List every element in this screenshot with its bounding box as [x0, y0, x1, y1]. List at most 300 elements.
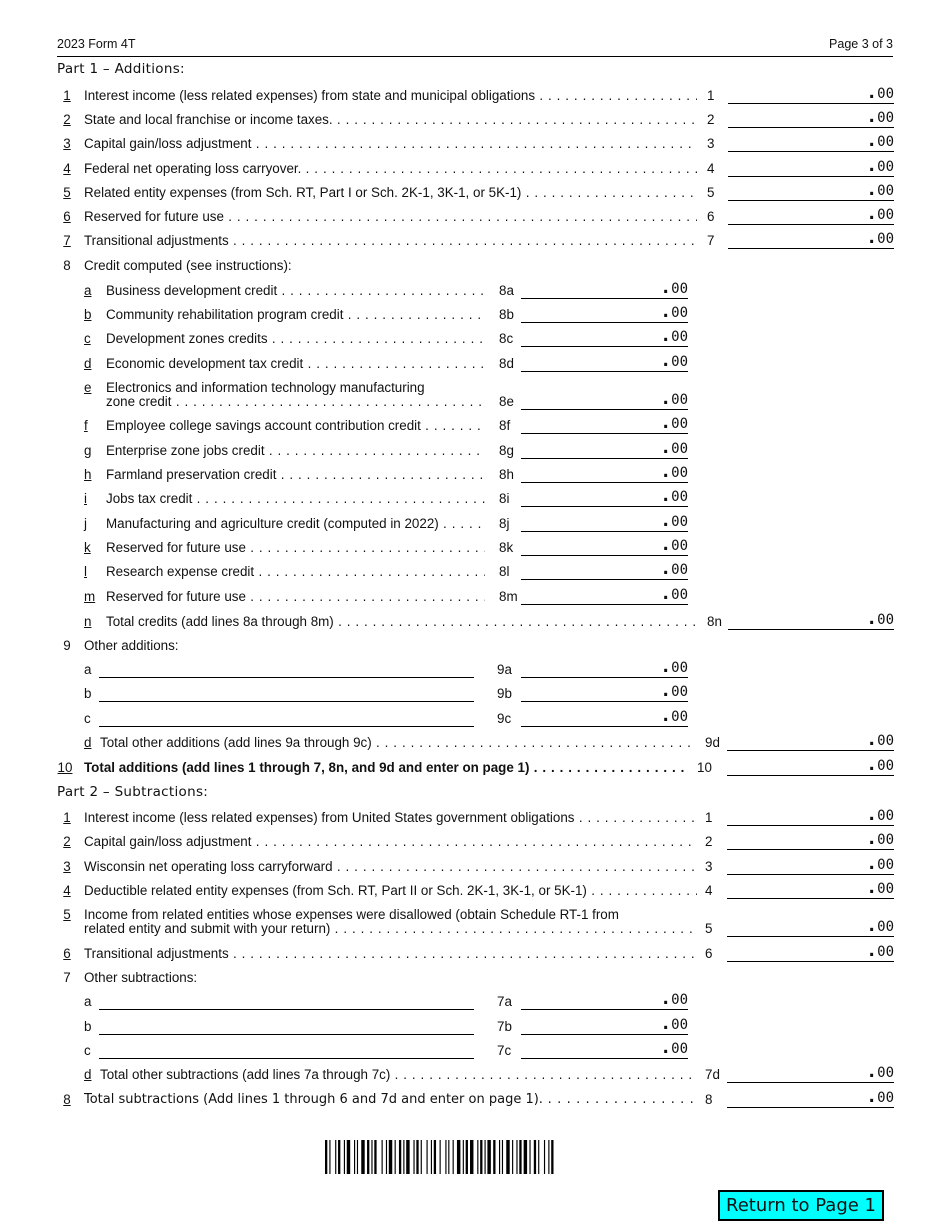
- line-number: 1: [63, 88, 71, 103]
- other-line: [0, 988, 950, 1014]
- line-ref: 7c: [497, 1043, 512, 1058]
- line-ref: 2: [705, 834, 713, 849]
- barcode-bar: [463, 1140, 464, 1174]
- line-number: 1: [63, 810, 71, 825]
- credit-amount-field[interactable]: [521, 485, 688, 507]
- line-number: 8: [63, 1092, 71, 1107]
- write-in-line[interactable]: [99, 726, 474, 727]
- part-1-title: Part 1 – Additions:: [57, 61, 185, 77]
- credit-amount-field[interactable]: [521, 437, 688, 459]
- line-ref: 6: [705, 946, 713, 961]
- line-ref: 8j: [499, 516, 510, 531]
- barcode-bar: [538, 1140, 539, 1174]
- line-description: Total subtractions (Add lines 1 through 6 and 7d and enter on page 1). . . .: [84, 1092, 697, 1107]
- line-ref: 8c: [499, 331, 514, 346]
- line-description: Capital gain/loss adjustment . . .: [84, 136, 697, 151]
- line-description: Enterprise zone jobs credit . . .: [106, 443, 485, 458]
- field-value: .00: [866, 106, 894, 127]
- write-in-line[interactable]: [99, 701, 474, 702]
- field-value: .00: [866, 804, 894, 825]
- credit-amount-field[interactable]: [521, 510, 688, 532]
- line-ref: 3: [705, 859, 713, 874]
- line-number: 6: [63, 946, 71, 961]
- sub-letter: m: [84, 589, 96, 604]
- field-value: .00: [660, 1013, 688, 1034]
- amount-field[interactable]: [727, 1061, 894, 1083]
- line-description-box: [106, 564, 485, 582]
- part-2-title: Part 2 – Subtractions:: [57, 784, 209, 800]
- line-description: Total other additions (add lines 9a through 9c) . . .: [100, 735, 697, 750]
- line-description: Transitional adjustments . . .: [84, 946, 697, 961]
- line-number: 5: [63, 185, 71, 200]
- barcode-bar: [354, 1140, 355, 1174]
- line-description-box: [106, 283, 485, 301]
- line-ref: 8b: [499, 307, 514, 322]
- barcode-bar: [386, 1140, 387, 1174]
- credit-line: [0, 301, 950, 327]
- barcode-bar: [329, 1140, 330, 1174]
- amount-field[interactable]: [728, 203, 894, 225]
- field-value: .00: [660, 437, 688, 458]
- line-description: Interest income (less related expenses) from United States government obligations . . .: [84, 810, 697, 825]
- barcode-bar: [480, 1140, 482, 1174]
- sub-letter: i: [84, 491, 87, 506]
- sub-letter: k: [84, 540, 91, 555]
- sub-letter: j: [84, 516, 87, 531]
- field-value: .00: [866, 754, 894, 775]
- line-description: Federal net operating loss carryover. . . .: [84, 161, 697, 176]
- field-value: .00: [866, 1086, 894, 1107]
- line-description-box: [84, 810, 697, 828]
- line-ref: 9d: [705, 735, 720, 750]
- part2-line: [0, 828, 950, 854]
- field-value: .00: [660, 301, 688, 322]
- line-description: Wisconsin net operating loss carryforward . . .: [84, 859, 697, 874]
- line-description-box: [84, 185, 697, 203]
- other-amount-field[interactable]: [521, 988, 688, 1010]
- credit-line: [0, 510, 950, 536]
- credit-line: [0, 583, 950, 609]
- line-number: 8: [63, 258, 71, 273]
- field-value: .00: [866, 130, 894, 151]
- line-description-box: [100, 1067, 697, 1085]
- line-description: Economic development tax credit . . .: [106, 356, 485, 371]
- barcode-bar: [413, 1140, 414, 1174]
- line-description: Manufacturing and agriculture credit (computed in 2022) . . .: [106, 516, 485, 531]
- barcode-bar: [448, 1140, 449, 1174]
- line-description-box: [84, 883, 697, 901]
- line-description: Transitional adjustments . . .: [84, 233, 697, 248]
- line-description: Total additions (add lines 1 through 7, 8n, and 9d and enter on page 1) . . .: [84, 760, 688, 775]
- credit-line: [0, 461, 950, 487]
- barcode-bar: [395, 1140, 396, 1174]
- field-value: .00: [866, 729, 894, 750]
- line-description-box: [106, 418, 485, 436]
- barcode-bar: [551, 1140, 553, 1174]
- barcode-bar: [519, 1140, 521, 1174]
- field-value: .00: [866, 940, 894, 961]
- line-ref: 8i: [499, 491, 510, 506]
- barcode-bar: [325, 1140, 327, 1174]
- sub-letter: b: [84, 686, 92, 701]
- barcode-bar: [374, 1140, 376, 1174]
- line-ref: 1: [707, 88, 715, 103]
- credit-amount-field[interactable]: [521, 325, 688, 347]
- amount-field[interactable]: [727, 754, 894, 776]
- field-value: .00: [660, 461, 688, 482]
- barcode-bar: [466, 1140, 468, 1174]
- amount-field[interactable]: [727, 804, 894, 826]
- line-ref: 8a: [499, 283, 514, 298]
- credit-amount-field[interactable]: [521, 461, 688, 483]
- field-value: .00: [660, 705, 688, 726]
- field-value: .00: [660, 388, 688, 409]
- other-line: [0, 1037, 950, 1063]
- part2-line-7-header: [0, 970, 950, 990]
- barcode-bar: [512, 1140, 513, 1174]
- line-ref: 3: [707, 136, 715, 151]
- line-description-box: [106, 331, 485, 349]
- other-line: [0, 1013, 950, 1039]
- line-ref: 5: [705, 921, 713, 936]
- line-ref: 4: [707, 161, 715, 176]
- line-description-first: Electronics and information technology manufacturing: [106, 380, 425, 395]
- field-value: .00: [866, 179, 894, 200]
- barcode-bar: [487, 1140, 490, 1174]
- line-ref: 7: [707, 233, 715, 248]
- amount-field[interactable]: [727, 853, 894, 875]
- credit-line: [0, 485, 950, 511]
- line-ref: 2: [707, 112, 715, 127]
- part2-line: [0, 940, 950, 966]
- line-ref: 8d: [499, 356, 514, 371]
- line-description-box: [84, 112, 697, 130]
- line-description-box: [106, 443, 485, 461]
- return-to-page-1-button[interactable]: Return to Page 1: [718, 1190, 884, 1221]
- amount-field[interactable]: [727, 828, 894, 850]
- barcode-bar: [338, 1140, 340, 1174]
- amount-field[interactable]: [727, 940, 894, 962]
- barcode-bar: [371, 1140, 372, 1174]
- barcode-bar: [440, 1140, 441, 1174]
- field-value: .00: [660, 680, 688, 701]
- barcode-bar: [403, 1140, 404, 1174]
- line-description-box: [84, 209, 697, 227]
- line-description: Community rehabilitation program credit . . .: [106, 307, 485, 322]
- line-description-box: [84, 161, 697, 179]
- sub-letter: d: [84, 1067, 92, 1082]
- line-description: Reserved for future use . . .: [106, 540, 485, 555]
- line-ref: 9b: [497, 686, 512, 701]
- barcode-bar: [502, 1140, 503, 1174]
- barcode-bar: [416, 1140, 418, 1174]
- barcode-bar: [361, 1140, 364, 1174]
- part1-line: [0, 130, 950, 156]
- part2-line: [0, 907, 950, 941]
- part1-line: [0, 155, 950, 181]
- amount-field[interactable]: [728, 82, 894, 104]
- barcode-bar: [389, 1140, 392, 1174]
- line-title: Other subtractions:: [84, 970, 198, 985]
- field-value: .00: [866, 915, 894, 936]
- credit-amount-field[interactable]: [521, 301, 688, 323]
- part2-line: [0, 877, 950, 903]
- line-description: Total credits (add lines 8a through 8m) . . .: [106, 614, 697, 629]
- credit-line: [0, 558, 950, 584]
- sub-letter: c: [84, 331, 91, 346]
- total-subtractions-line: [0, 1086, 950, 1112]
- form-title: 2023 Form 4T: [57, 37, 136, 51]
- credit-amount-field[interactable]: [521, 388, 688, 410]
- amount-field[interactable]: [727, 877, 894, 899]
- field-value: .00: [660, 583, 688, 604]
- write-in-line[interactable]: [99, 677, 474, 678]
- credit-amount-field[interactable]: [521, 350, 688, 372]
- sub-letter: d: [84, 735, 92, 750]
- barcode: [325, 1140, 625, 1174]
- amount-field[interactable]: [728, 608, 894, 630]
- part1-line: [0, 203, 950, 229]
- line-description: Employee college savings account contribution credit . . .: [106, 418, 485, 433]
- sub-letter: a: [84, 662, 92, 677]
- credit-line: [0, 325, 950, 351]
- barcode-bar: [382, 1140, 383, 1174]
- line-ref: 1: [705, 810, 713, 825]
- line-description: Reserved for future use . . .: [106, 589, 485, 604]
- line-description-box: [84, 859, 697, 877]
- other-total-line: [0, 1061, 950, 1087]
- field-value: .00: [660, 558, 688, 579]
- credit-amount-field[interactable]: [521, 277, 688, 299]
- line-description: Development zones credits . . .: [106, 331, 485, 346]
- barcode-bar: [431, 1140, 432, 1174]
- line-description-box: [84, 136, 697, 154]
- line-ref: 8n: [707, 614, 722, 629]
- field-value: .00: [660, 412, 688, 433]
- line-ref: 10: [697, 760, 712, 775]
- line-ref: 8f: [499, 418, 511, 433]
- field-value: .00: [660, 1037, 688, 1058]
- sub-letter: e: [84, 380, 92, 395]
- line-number: 3: [63, 136, 71, 151]
- line-ref: 8k: [499, 540, 514, 555]
- line-number: 2: [63, 834, 71, 849]
- other-amount-field[interactable]: [521, 705, 688, 727]
- line-number: 10: [57, 760, 73, 775]
- amount-field[interactable]: [728, 106, 894, 128]
- line-ref: 8: [705, 1092, 713, 1107]
- credit-line: [0, 412, 950, 438]
- line-description-box: [100, 735, 697, 753]
- line-ref: 8g: [499, 443, 514, 458]
- barcode-bar: [529, 1140, 530, 1174]
- other-line: [0, 656, 950, 682]
- field-value: .00: [866, 155, 894, 176]
- field-value: .00: [660, 988, 688, 1009]
- sub-letter: d: [84, 356, 92, 371]
- amount-field[interactable]: [728, 227, 894, 249]
- line-description: State and local franchise or income taxes. . . .: [84, 112, 697, 127]
- barcode-bar: [344, 1140, 345, 1174]
- barcode-bar: [485, 1140, 486, 1174]
- write-in-line[interactable]: [99, 1009, 474, 1010]
- line-description-box: [84, 946, 697, 964]
- field-value: .00: [866, 853, 894, 874]
- line-ref: 5: [707, 185, 715, 200]
- other-amount-field[interactable]: [521, 1037, 688, 1059]
- credit-amount-field[interactable]: [521, 583, 688, 605]
- barcode-bar: [445, 1140, 446, 1174]
- sub-letter: c: [84, 711, 91, 726]
- sub-letter: n: [84, 614, 92, 629]
- part2-line: [0, 853, 950, 879]
- other-amount-field[interactable]: [521, 680, 688, 702]
- field-value: .00: [660, 350, 688, 371]
- field-value: .00: [866, 227, 894, 248]
- credit-line: [0, 437, 950, 463]
- barcode-bar: [506, 1140, 509, 1174]
- barcode-bar: [470, 1140, 473, 1174]
- line-description-box: [106, 394, 485, 412]
- barcode-bar: [427, 1140, 428, 1174]
- field-value: .00: [866, 877, 894, 898]
- credit-amount-field[interactable]: [521, 558, 688, 580]
- line-description: Jobs tax credit . . .: [106, 491, 485, 506]
- line-description-box: [106, 614, 697, 632]
- line-description-box: [84, 88, 697, 106]
- barcode-bar: [516, 1140, 517, 1174]
- line-description-box: [106, 516, 485, 534]
- line-ref: 8l: [499, 564, 510, 579]
- other-line: [0, 680, 950, 706]
- line-description-box: [106, 467, 485, 485]
- line-ref: 6: [707, 209, 715, 224]
- line-number: 9: [63, 638, 71, 653]
- amount-field[interactable]: [728, 130, 894, 152]
- line-description: Deductible related entity expenses (from Sch. RT, Part II or Sch. 2K-1, 3K-1, or 5K-1) . . .: [84, 883, 697, 898]
- line-description: Business development credit . . .: [106, 283, 485, 298]
- credit-line: [0, 350, 950, 376]
- line-description-box: [84, 760, 688, 778]
- line-description-box: [84, 921, 697, 939]
- line-description: Related entity expenses (from Sch. RT, Part I or Sch. 2K-1, 3K-1, or 5K-1) . . .: [84, 185, 697, 200]
- barcode-bar: [457, 1140, 460, 1174]
- sub-letter: b: [84, 307, 92, 322]
- credit-line: [0, 277, 950, 303]
- sub-letter: l: [84, 564, 87, 579]
- barcode-bar: [347, 1140, 350, 1174]
- barcode-bar: [534, 1140, 536, 1174]
- line-description-box: [106, 307, 485, 325]
- credit-amount-field[interactable]: [521, 412, 688, 434]
- line-description: Research expense credit . . .: [106, 564, 485, 579]
- line-description: Farmland preservation credit . . .: [106, 467, 485, 482]
- line-ref: 7a: [497, 994, 512, 1009]
- part1-line: [0, 179, 950, 205]
- line-description: related entity and submit with your return) . . .: [84, 921, 697, 936]
- part1-line: [0, 82, 950, 108]
- line-number: 2: [63, 112, 71, 127]
- line-description-box: [106, 491, 485, 509]
- sub-letter: c: [84, 1043, 91, 1058]
- field-value: .00: [660, 277, 688, 298]
- field-value: .00: [660, 656, 688, 677]
- page-header: [57, 36, 893, 57]
- barcode-bar: [399, 1140, 401, 1174]
- line-number: 7: [63, 970, 71, 985]
- line-ref: 8h: [499, 467, 514, 482]
- line-ref: 8e: [499, 394, 514, 409]
- line-title: Credit computed (see instructions):: [84, 258, 292, 273]
- line-ref: 9c: [497, 711, 512, 726]
- line-ref: 7d: [705, 1067, 720, 1082]
- field-value: .00: [866, 203, 894, 224]
- write-in-line[interactable]: [99, 1034, 474, 1035]
- barcode-bar: [453, 1140, 454, 1174]
- barcode-bar: [406, 1140, 409, 1174]
- write-in-line[interactable]: [99, 1058, 474, 1059]
- part1-line: [0, 227, 950, 253]
- amount-field[interactable]: [727, 1086, 894, 1108]
- line-description: Total other subtractions (add lines 7a through 7c) . . .: [100, 1067, 697, 1082]
- sub-letter: b: [84, 1019, 92, 1034]
- line-number: 5: [63, 907, 71, 922]
- sub-letter: h: [84, 467, 92, 482]
- line-ref: 9a: [497, 662, 512, 677]
- line-number: 3: [63, 859, 71, 874]
- field-value: .00: [866, 828, 894, 849]
- line-description-box: [106, 356, 485, 374]
- line-description-box: [84, 1092, 697, 1110]
- part1-line-8-header: [0, 258, 950, 278]
- credit-line: [0, 380, 950, 414]
- field-value: .00: [660, 485, 688, 506]
- credit-total-line: [0, 608, 950, 634]
- line-ref: 4: [705, 883, 713, 898]
- line-description-box: [84, 233, 697, 251]
- line-number: 4: [63, 161, 71, 176]
- field-value: .00: [866, 608, 894, 629]
- barcode-bar: [499, 1140, 500, 1174]
- line-number: 6: [63, 209, 71, 224]
- barcode-bar: [544, 1140, 545, 1174]
- barcode-bar: [421, 1140, 422, 1174]
- line-ref: 8m: [499, 589, 518, 604]
- other-amount-field[interactable]: [521, 656, 688, 678]
- barcode-bar: [434, 1140, 436, 1174]
- amount-field[interactable]: [727, 915, 894, 937]
- other-line: [0, 705, 950, 731]
- part1-line-9-header: [0, 638, 950, 658]
- amount-field[interactable]: [728, 155, 894, 177]
- line-description: Interest income (less related expenses) from state and municipal obligations . . .: [84, 88, 697, 103]
- line-description-box: [106, 589, 485, 607]
- field-value: .00: [866, 82, 894, 103]
- sub-letter: a: [84, 994, 92, 1009]
- amount-field[interactable]: [728, 179, 894, 201]
- sub-letter: g: [84, 443, 92, 458]
- barcode-bar: [548, 1140, 549, 1174]
- other-total-line: [0, 729, 950, 755]
- barcode-bar: [477, 1140, 478, 1174]
- amount-field[interactable]: [727, 729, 894, 751]
- credit-amount-field[interactable]: [521, 534, 688, 556]
- credit-line: [0, 534, 950, 560]
- field-value: .00: [660, 534, 688, 555]
- other-amount-field[interactable]: [521, 1013, 688, 1035]
- line-number: 7: [63, 233, 71, 248]
- line-description: Capital gain/loss adjustment . . .: [84, 834, 697, 849]
